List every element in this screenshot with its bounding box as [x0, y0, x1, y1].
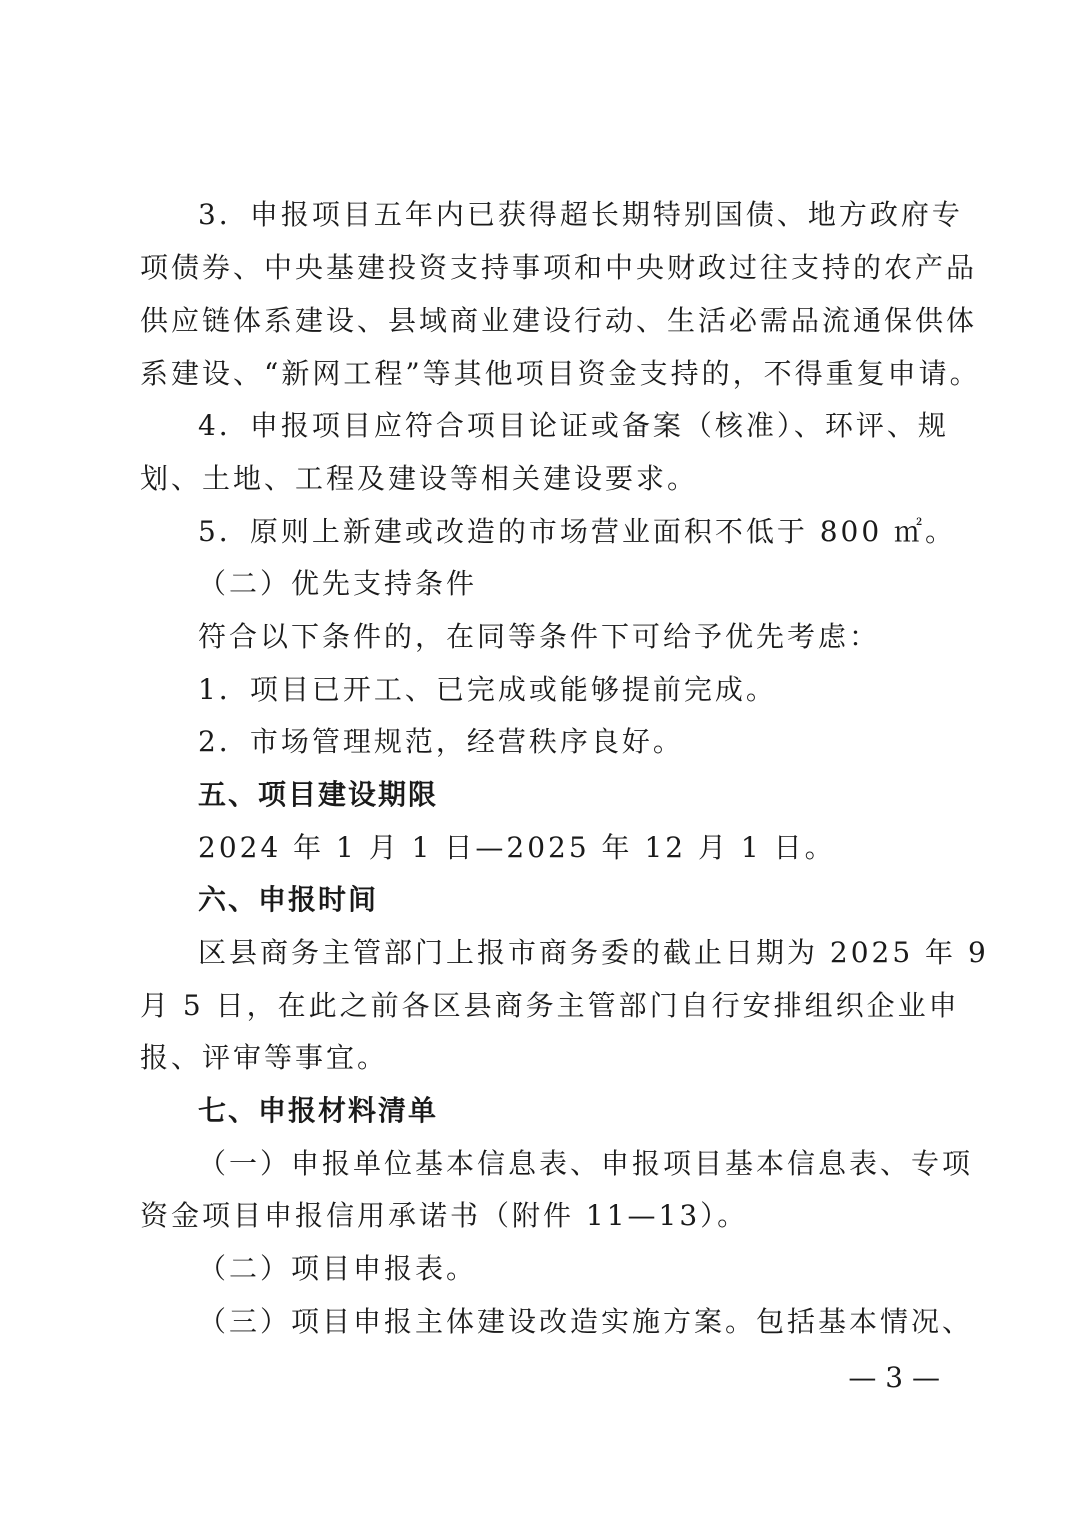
- paragraph-line: 2．市场管理规范，经营秩序良好。: [198, 725, 684, 758]
- paragraph-line: 符合以下条件的，在同等条件下可给予优先考虑：: [198, 620, 881, 653]
- paragraph-line: 4．申报项目应符合项目论证或备案（核准）、环评、规: [198, 409, 949, 442]
- paragraph-line: （二）项目申报表。: [198, 1252, 478, 1285]
- paragraph-line: 划、土地、工程及建设等相关建设要求。: [140, 462, 699, 495]
- paragraph-line: 1．项目已开工、已完成或能够提前完成。: [198, 673, 777, 706]
- paragraph-line: 月 5 日，在此之前各区县商务主管部门自行安排组织企业申: [140, 989, 960, 1022]
- paragraph-line: 区县商务主管部门上报市商务委的截止日期为 2025 年 9: [198, 936, 989, 969]
- paragraph-line: 资金项目申报信用承诺书（附件 11—13）。: [140, 1199, 749, 1232]
- subsection-heading: （二）优先支持条件: [198, 567, 478, 600]
- paragraph-line: （一）申报单位基本信息表、申报项目基本信息表、专项: [198, 1147, 974, 1180]
- paragraph-line: 系建设、“新网工程”等其他项目资金支持的，不得重复申请。: [140, 357, 981, 390]
- page-number: — 3 —: [848, 1361, 940, 1394]
- paragraph-line: 2024 年 1 月 1 日—2025 年 12 月 1 日。: [198, 831, 836, 864]
- section-heading: 七、申报材料清单: [198, 1094, 439, 1127]
- paragraph-line: 报、评审等事宜。: [140, 1041, 389, 1074]
- paragraph-line: （三）项目申报主体建设改造实施方案。包括基本情况、: [198, 1305, 974, 1338]
- section-heading: 六、申报时间: [198, 883, 379, 916]
- paragraph-line: 供应链体系建设、县域商业建设行动、生活必需品流通保供体: [140, 304, 978, 337]
- paragraph-line: 5．原则上新建或改造的市场营业面积不低于 800 ㎡。: [198, 515, 957, 548]
- paragraph-line: 3．申报项目五年内已获得超长期特别国债、地方政府专: [198, 198, 963, 231]
- paragraph-line: 项债券、中央基建投资支持事项和中央财政过往支持的农产品: [140, 251, 978, 284]
- section-heading: 五、项目建设期限: [198, 778, 439, 811]
